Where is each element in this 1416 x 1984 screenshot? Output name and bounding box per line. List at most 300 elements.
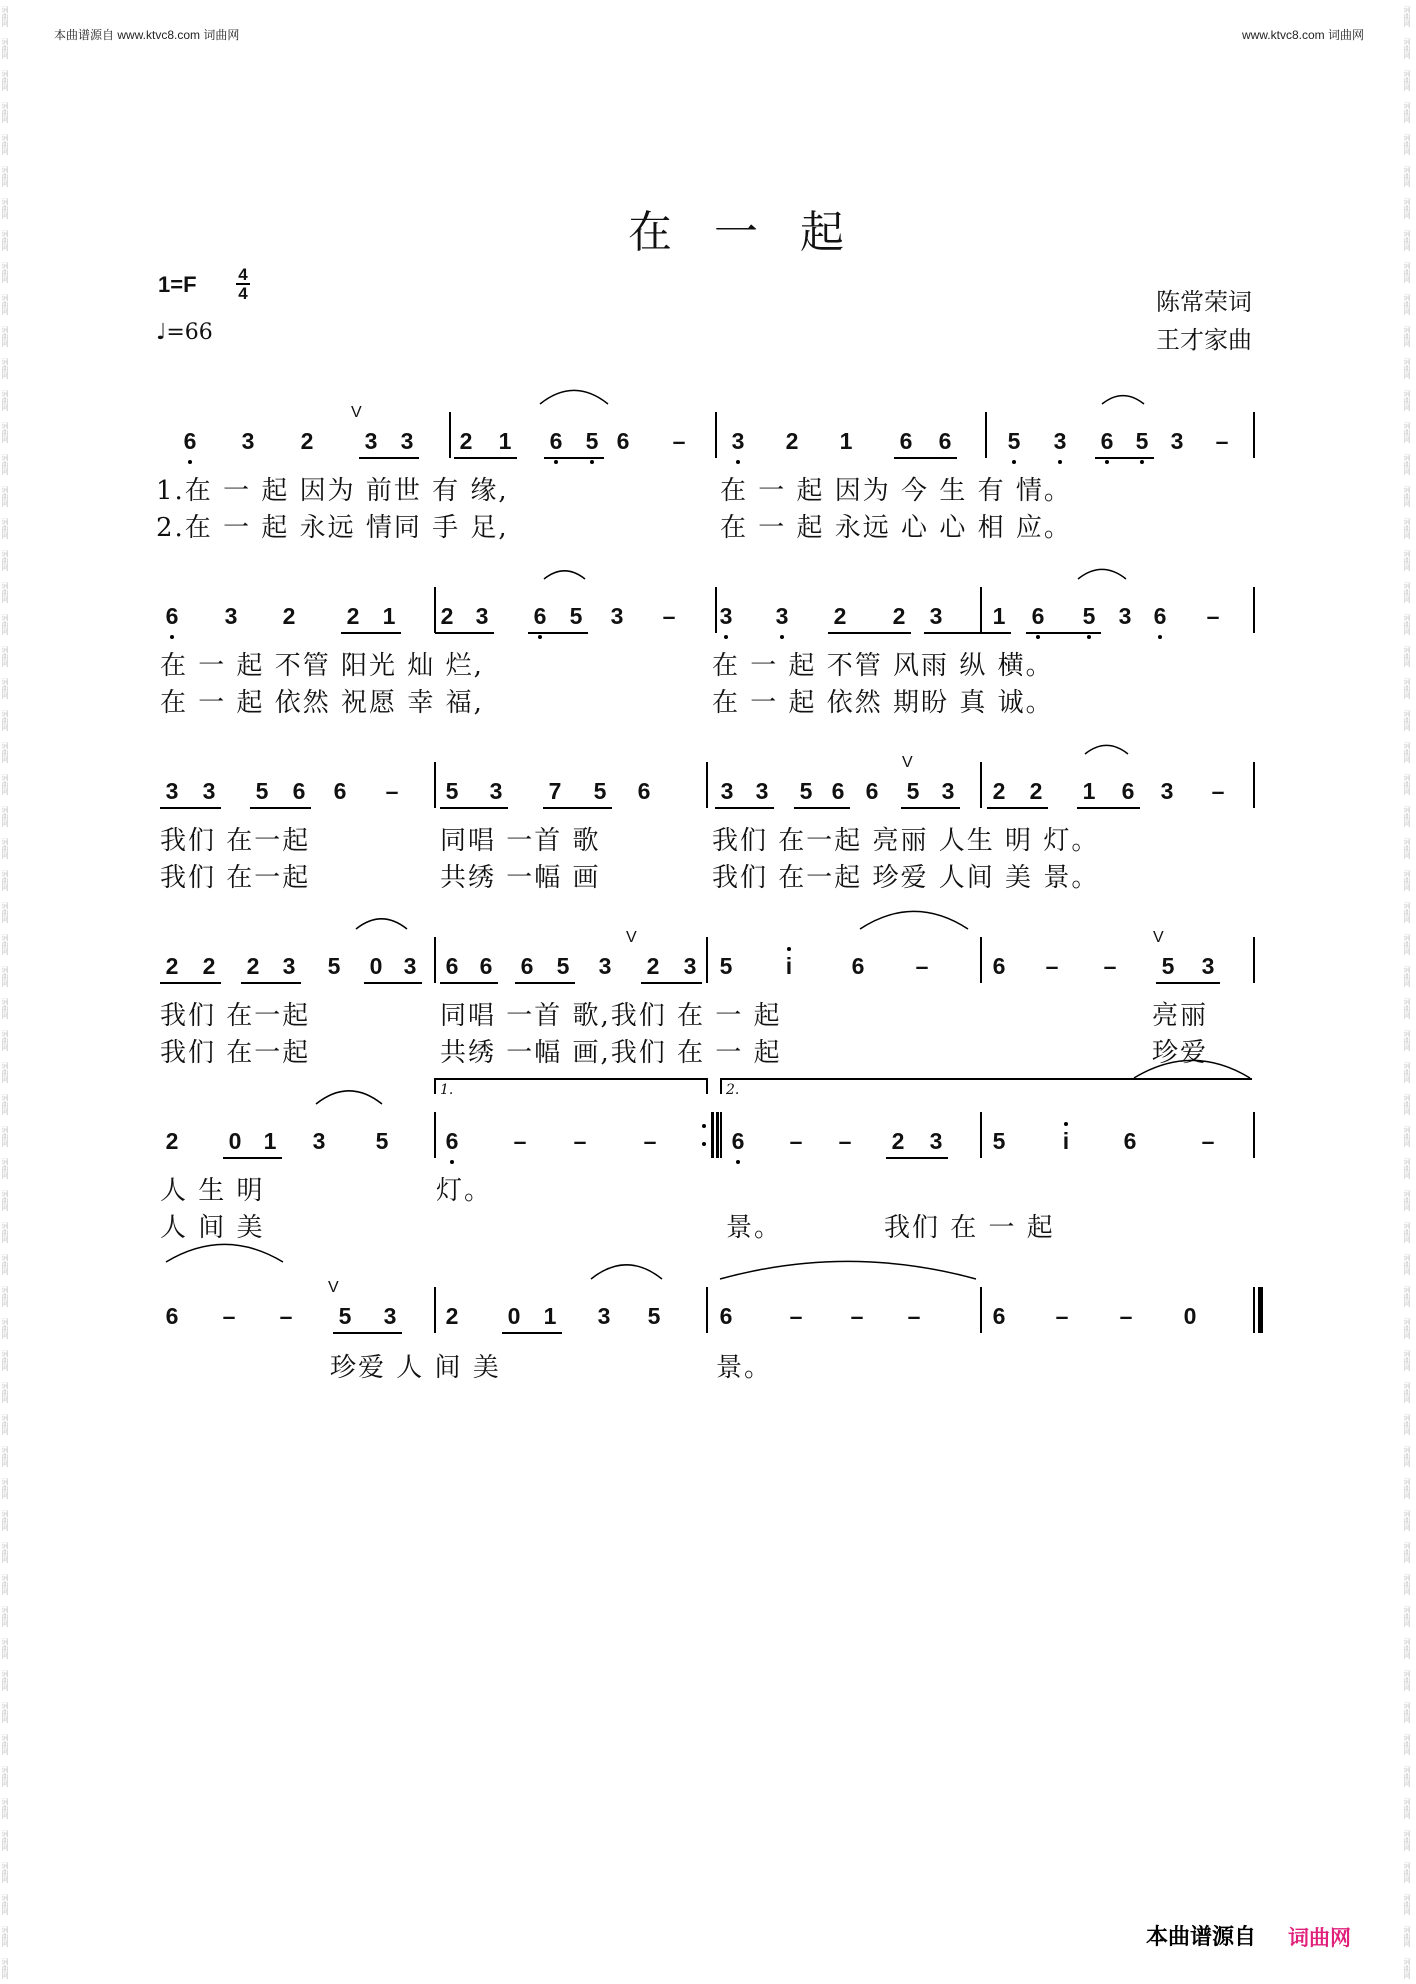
edge-mark: 词曲网 [1403, 1349, 1411, 1371]
note: 6 [165, 603, 179, 629]
repeat-barline [711, 1112, 714, 1158]
edge-mark: 词曲网 [1403, 1477, 1411, 1499]
note: 5 [338, 1303, 352, 1329]
final-barline [1258, 1287, 1263, 1333]
edge-mark: 词曲网 [1, 1381, 9, 1403]
lyric-line: 我们 在一起 珍爱 人间 美 景。 [712, 863, 1100, 893]
note: 3 [364, 428, 378, 454]
note: – [1215, 428, 1229, 454]
edge-mark: 词曲网 [1403, 1157, 1411, 1179]
note: 3 [202, 778, 216, 804]
note: 3 [610, 603, 624, 629]
note: 1 [263, 1128, 277, 1154]
note: 2 [165, 953, 179, 979]
time-top: 4 [238, 265, 248, 284]
breath-mark: V [328, 1279, 339, 1296]
edge-mark: 词曲网 [1, 485, 9, 507]
beam-underline [641, 982, 702, 984]
edge-mark: 词曲网 [1, 1349, 9, 1371]
edge-mark: 词曲网 [1, 965, 9, 987]
edge-mark: 词曲网 [1, 1733, 9, 1755]
edge-mark: 词曲网 [1, 901, 9, 923]
note: – [222, 1303, 236, 1329]
edge-mark: 词曲网 [1403, 709, 1411, 731]
barline [980, 1287, 982, 1333]
low-octave-dot [1140, 460, 1144, 464]
edge-mark: 词曲网 [1403, 645, 1411, 667]
note: 1 [543, 1303, 557, 1329]
note: 6 [479, 953, 493, 979]
note: 3 [224, 603, 238, 629]
beam-underline [1095, 457, 1154, 459]
edge-mark: 词曲网 [1, 613, 9, 635]
note: i [1062, 1128, 1070, 1154]
note: 3 [755, 778, 769, 804]
note: – [789, 1303, 803, 1329]
barline [434, 1112, 436, 1158]
edge-mark: 词曲网 [1403, 1573, 1411, 1595]
edge-mark: 词曲网 [1, 1029, 9, 1051]
barline [1253, 587, 1255, 633]
lyric-line: 亮丽 [1152, 1001, 1209, 1031]
beam-underline [435, 632, 494, 634]
edge-mark: 词曲网 [1403, 1285, 1411, 1307]
edge-mark: 词曲网 [1403, 1189, 1411, 1211]
beam-underline [1026, 632, 1101, 634]
beam-underline [364, 982, 422, 984]
note: – [662, 603, 676, 629]
note: 2 [440, 603, 454, 629]
note: 6 [731, 1128, 745, 1154]
barline [715, 587, 717, 633]
slur [316, 1091, 382, 1104]
note: – [789, 1128, 803, 1154]
note: 5 [327, 953, 341, 979]
edge-mark: 词曲网 [1403, 5, 1411, 27]
edge-mark: 词曲网 [1403, 997, 1411, 1019]
final-barline [1253, 1287, 1255, 1333]
note: 3 [683, 953, 697, 979]
note: 5 [906, 778, 920, 804]
slur [166, 1244, 283, 1262]
edge-mark: 词曲网 [1, 1605, 9, 1627]
slur [591, 1265, 662, 1279]
note: 3 [1160, 778, 1174, 804]
low-octave-dot [1012, 460, 1016, 464]
edge-mark: 词曲网 [1403, 389, 1411, 411]
edge-mark: 词曲网 [1, 1573, 9, 1595]
breath-mark: V [1153, 929, 1164, 946]
note: 2 [202, 953, 216, 979]
barline [715, 412, 717, 458]
edge-mark: 词曲网 [1, 325, 9, 347]
lyric-line: 共绣 一幅 画,我们 在 一 起 [440, 1038, 782, 1068]
beam-underline [543, 807, 612, 809]
slur [860, 911, 968, 929]
note: 1 [839, 428, 853, 454]
low-octave-dot [780, 635, 784, 639]
note: – [1055, 1303, 1069, 1329]
edge-mark: 词曲网 [1, 773, 9, 795]
edge-mark: 词曲网 [1403, 805, 1411, 827]
note: 1 [498, 428, 512, 454]
note: 3 [929, 603, 943, 629]
beam-underline [359, 457, 419, 459]
note: 3 [598, 953, 612, 979]
note: – [385, 778, 399, 804]
edge-mark: 词曲网 [1, 229, 9, 251]
lyric-line: 在 一 起 依然 祝愿 幸 福, [160, 688, 484, 718]
breath-mark: V [351, 404, 362, 421]
note: 3 [489, 778, 503, 804]
edge-mark: 词曲网 [1403, 901, 1411, 923]
edge-mark: 词曲网 [1403, 517, 1411, 539]
beam-underline [544, 457, 604, 459]
note: 6 [616, 428, 630, 454]
edge-mark: 词曲网 [1, 997, 9, 1019]
edge-mark: 词曲网 [1, 933, 9, 955]
edge-mark: 词曲网 [1403, 485, 1411, 507]
note: 2 [459, 428, 473, 454]
low-octave-dot [1158, 635, 1162, 639]
edge-mark: 词曲网 [1403, 1669, 1411, 1691]
low-octave-dot [1058, 460, 1062, 464]
low-octave-dot [590, 460, 594, 464]
high-octave-dot [1064, 1122, 1068, 1126]
note: 0 [1183, 1303, 1197, 1329]
low-octave-dot [170, 635, 174, 639]
barline [1253, 412, 1255, 458]
note: 6 [992, 953, 1006, 979]
note: i [785, 953, 793, 979]
note: 6 [333, 778, 347, 804]
edge-mark: 词曲网 [1403, 1413, 1411, 1435]
note: 6 [1123, 1128, 1137, 1154]
note: 5 [1007, 428, 1021, 454]
beam-underline [987, 807, 1048, 809]
lyric-line: 我们 在一起 亮丽 人生 明 灯。 [712, 826, 1100, 856]
note: 5 [1135, 428, 1149, 454]
note: 5 [375, 1128, 389, 1154]
note: 0 [507, 1303, 521, 1329]
edge-mark: 词曲网 [1403, 549, 1411, 571]
note: 7 [548, 778, 562, 804]
beam-underline [715, 807, 774, 809]
edge-mark: 词曲网 [1, 1861, 9, 1883]
note: 3 [475, 603, 489, 629]
note: 2 [892, 603, 906, 629]
high-octave-dot [787, 947, 791, 951]
note: 3 [1053, 428, 1067, 454]
edge-mark: 词曲网 [1403, 1061, 1411, 1083]
slur [1102, 396, 1144, 404]
edge-mark: 词曲网 [1, 709, 9, 731]
repeat-dot [702, 1142, 706, 1146]
edge-mark: 词曲网 [1, 1925, 9, 1947]
edge-mark: 词曲网 [1, 1669, 9, 1691]
edge-mark: 词曲网 [1, 197, 9, 219]
beam-underline [341, 632, 401, 634]
note: 3 [383, 1303, 397, 1329]
note: 1 [1082, 778, 1096, 804]
barline [434, 937, 436, 983]
lyric-line: 共绣 一幅 画 [440, 863, 601, 893]
lyric-line: 珍爱 人 间 美 [330, 1353, 501, 1383]
edge-mark: 词曲网 [1, 389, 9, 411]
note: – [1206, 603, 1220, 629]
edge-mark: 词曲网 [1, 1701, 9, 1723]
edge-mark: 词曲网 [1403, 165, 1411, 187]
barline [434, 762, 436, 808]
lyric-line: 景。 [716, 1353, 773, 1383]
beam-underline [241, 982, 301, 984]
edge-mark: 词曲网 [1403, 1957, 1411, 1979]
barline [706, 1287, 708, 1333]
note: 5 [556, 953, 570, 979]
note: – [1103, 953, 1117, 979]
edge-mark: 词曲网 [1, 1509, 9, 1531]
note: 6 [165, 1303, 179, 1329]
beam-underline [440, 982, 498, 984]
slur [356, 919, 407, 929]
note: 3 [775, 603, 789, 629]
note: – [672, 428, 686, 454]
edge-mark: 词曲网 [1403, 1797, 1411, 1819]
edge-mark: 词曲网 [1, 1957, 9, 1979]
edge-mark: 词曲网 [1403, 677, 1411, 699]
edge-mark: 词曲网 [1403, 741, 1411, 763]
note: 6 [520, 953, 534, 979]
beam-underline [924, 632, 1011, 634]
note: 3 [400, 428, 414, 454]
edge-mark: 词曲网 [1, 101, 9, 123]
note: 2 [646, 953, 660, 979]
edge-mark: 词曲网 [1403, 773, 1411, 795]
beam-underline [454, 457, 517, 459]
edge-mark: 词曲网 [1, 133, 9, 155]
note: – [838, 1128, 852, 1154]
volta-1-bracket [434, 1078, 708, 1094]
note: 1 [382, 603, 396, 629]
note: 6 [1153, 603, 1167, 629]
note: 6 [445, 953, 459, 979]
note: 2 [246, 953, 260, 979]
beam-underline [160, 807, 221, 809]
edge-mark: 词曲网 [1, 1221, 9, 1243]
edge-mark: 词曲网 [1403, 1317, 1411, 1339]
low-octave-dot [554, 460, 558, 464]
edge-mark: 词曲网 [1, 1285, 9, 1307]
note: 5 [593, 778, 607, 804]
watermark-logo: 词曲网 [1288, 1926, 1351, 1950]
note: – [1119, 1303, 1133, 1329]
edge-mark: 词曲网 [1, 645, 9, 667]
edge-mark: 词曲网 [1, 1413, 9, 1435]
volta-2-bracket [720, 1078, 1252, 1094]
edge-mark: 词曲网 [1403, 1605, 1411, 1627]
note: 3 [1201, 953, 1215, 979]
note: 6 [938, 428, 952, 454]
note: 6 [831, 778, 845, 804]
lyric-line: 同唱 一首 歌 [440, 826, 601, 856]
note: 2 [300, 428, 314, 454]
note: 3 [597, 1303, 611, 1329]
edge-mark: 词曲网 [1, 165, 9, 187]
edge-mark: 词曲网 [1, 37, 9, 59]
note: 3 [941, 778, 955, 804]
edge-mark: 词曲网 [1403, 1893, 1411, 1915]
header-source-left: 本曲谱源自 www.ktvc8.com 词曲网 [54, 28, 240, 42]
edge-mark: 词曲网 [1, 1445, 9, 1467]
low-octave-dot [1105, 460, 1109, 464]
lyric-line: 我们 在一起 [160, 826, 311, 856]
edge-mark: 词曲网 [1, 517, 9, 539]
repeat-barline [716, 1112, 719, 1158]
lyricist-credit: 陈常荣词 [1156, 288, 1252, 316]
note: 3 [1118, 603, 1132, 629]
slur [720, 1261, 976, 1279]
lyric-line: 我们 在一起 [160, 863, 311, 893]
beam-underline [333, 1332, 402, 1334]
note: 6 [183, 428, 197, 454]
note: 2 [891, 1128, 905, 1154]
barline [706, 937, 708, 983]
edge-mark: 词曲网 [1, 453, 9, 475]
edge-mark: 词曲网 [1, 293, 9, 315]
note: 0 [228, 1128, 242, 1154]
note: 3 [929, 1128, 943, 1154]
edge-mark: 词曲网 [1403, 1029, 1411, 1051]
note: 3 [282, 953, 296, 979]
edge-mark: 词曲网 [1403, 453, 1411, 475]
lyric-line: 同唱 一首 歌,我们 在 一 起 [440, 1001, 782, 1031]
note: 5 [1082, 603, 1096, 629]
lyric-line: 在 一 起 因为 今 生 有 情。 [720, 476, 1072, 506]
barline [1253, 1112, 1255, 1158]
note: 3 [720, 778, 734, 804]
lyric-line: 我们 在一起 [160, 1038, 311, 1068]
edge-mark: 词曲网 [1403, 1925, 1411, 1947]
note: 5 [569, 603, 583, 629]
barline [1253, 762, 1255, 808]
low-octave-dot [736, 1160, 740, 1164]
note: 5 [255, 778, 269, 804]
edge-mark: 词曲网 [1, 677, 9, 699]
edge-mark: 词曲网 [1403, 261, 1411, 283]
note: 0 [369, 953, 383, 979]
left-edge-watermark [0, 0, 14, 1984]
lyric-line: 在 一 起 不管 风雨 纵 横。 [712, 651, 1054, 681]
low-octave-dot [724, 635, 728, 639]
edge-mark: 词曲网 [1403, 133, 1411, 155]
key-signature: 1=F [158, 272, 197, 297]
slur [540, 390, 608, 404]
barline [706, 762, 708, 808]
note: 2 [833, 603, 847, 629]
barline [434, 1287, 436, 1333]
edge-mark: 词曲网 [1, 1317, 9, 1339]
volta-2-label: 2. [726, 1082, 740, 1098]
edge-mark: 词曲网 [1403, 1701, 1411, 1723]
note: 3 [1170, 428, 1184, 454]
edge-mark: 词曲网 [1403, 293, 1411, 315]
edge-mark: 词曲网 [1, 1477, 9, 1499]
beam-underline [528, 632, 588, 634]
edge-mark: 词曲网 [1, 741, 9, 763]
note: 6 [1031, 603, 1045, 629]
note: 6 [637, 778, 651, 804]
note: 2 [346, 603, 360, 629]
composer-credit: 王才家曲 [1156, 326, 1252, 354]
edge-mark: 词曲网 [1, 581, 9, 603]
lyric-line: 人 生 明 [160, 1176, 265, 1206]
note: 6 [899, 428, 913, 454]
note: 5 [1161, 953, 1175, 979]
edge-mark: 词曲网 [1403, 1733, 1411, 1755]
breath-mark: V [902, 754, 913, 771]
lyric-line: 在 一 起 不管 阳光 灿 烂, [160, 651, 484, 681]
low-octave-dot [736, 460, 740, 464]
note: 5 [799, 778, 813, 804]
right-edge-watermark [1402, 0, 1416, 1984]
low-octave-dot [450, 1160, 454, 1164]
note: – [1211, 778, 1225, 804]
edge-mark: 词曲网 [1403, 1381, 1411, 1403]
note: – [643, 1128, 657, 1154]
note: 3 [719, 603, 733, 629]
note: 6 [549, 428, 563, 454]
lyric-line: 灯。 [436, 1176, 493, 1206]
barline [985, 412, 987, 458]
note: 2 [1029, 778, 1043, 804]
edge-mark: 词曲网 [1, 837, 9, 859]
edge-mark: 词曲网 [1, 1829, 9, 1851]
note: 3 [165, 778, 179, 804]
edge-mark: 词曲网 [1403, 421, 1411, 443]
beam-underline [828, 632, 911, 634]
note: 6 [865, 778, 879, 804]
note: – [279, 1303, 293, 1329]
song-title: 在 一 起 [628, 207, 858, 258]
note: 6 [851, 953, 865, 979]
note: 6 [1100, 428, 1114, 454]
edge-mark: 词曲网 [1403, 101, 1411, 123]
slur [1078, 569, 1126, 579]
beam-underline [502, 1332, 562, 1334]
note: 1 [992, 603, 1006, 629]
edge-mark: 词曲网 [1, 421, 9, 443]
note: 2 [785, 428, 799, 454]
header-source-right: www.ktvc8.com 词曲网 [1241, 28, 1364, 42]
edge-mark: 词曲网 [1, 1061, 9, 1083]
barline [449, 412, 451, 458]
edge-mark: 词曲网 [1403, 69, 1411, 91]
slur [1085, 745, 1128, 754]
edge-mark: 词曲网 [1403, 1093, 1411, 1115]
edge-mark: 词曲网 [1, 1637, 9, 1659]
lyric-line: 在 一 起 永远 心 心 相 应。 [720, 513, 1072, 543]
edge-mark: 词曲网 [1, 549, 9, 571]
edge-mark: 词曲网 [1403, 1125, 1411, 1147]
note: 5 [992, 1128, 1006, 1154]
edge-mark: 词曲网 [1403, 1541, 1411, 1563]
note: 6 [533, 603, 547, 629]
breath-mark: V [626, 929, 637, 946]
beam-underline [794, 807, 850, 809]
note: 5 [647, 1303, 661, 1329]
edge-mark: 词曲网 [1, 69, 9, 91]
edge-mark: 词曲网 [1, 261, 9, 283]
